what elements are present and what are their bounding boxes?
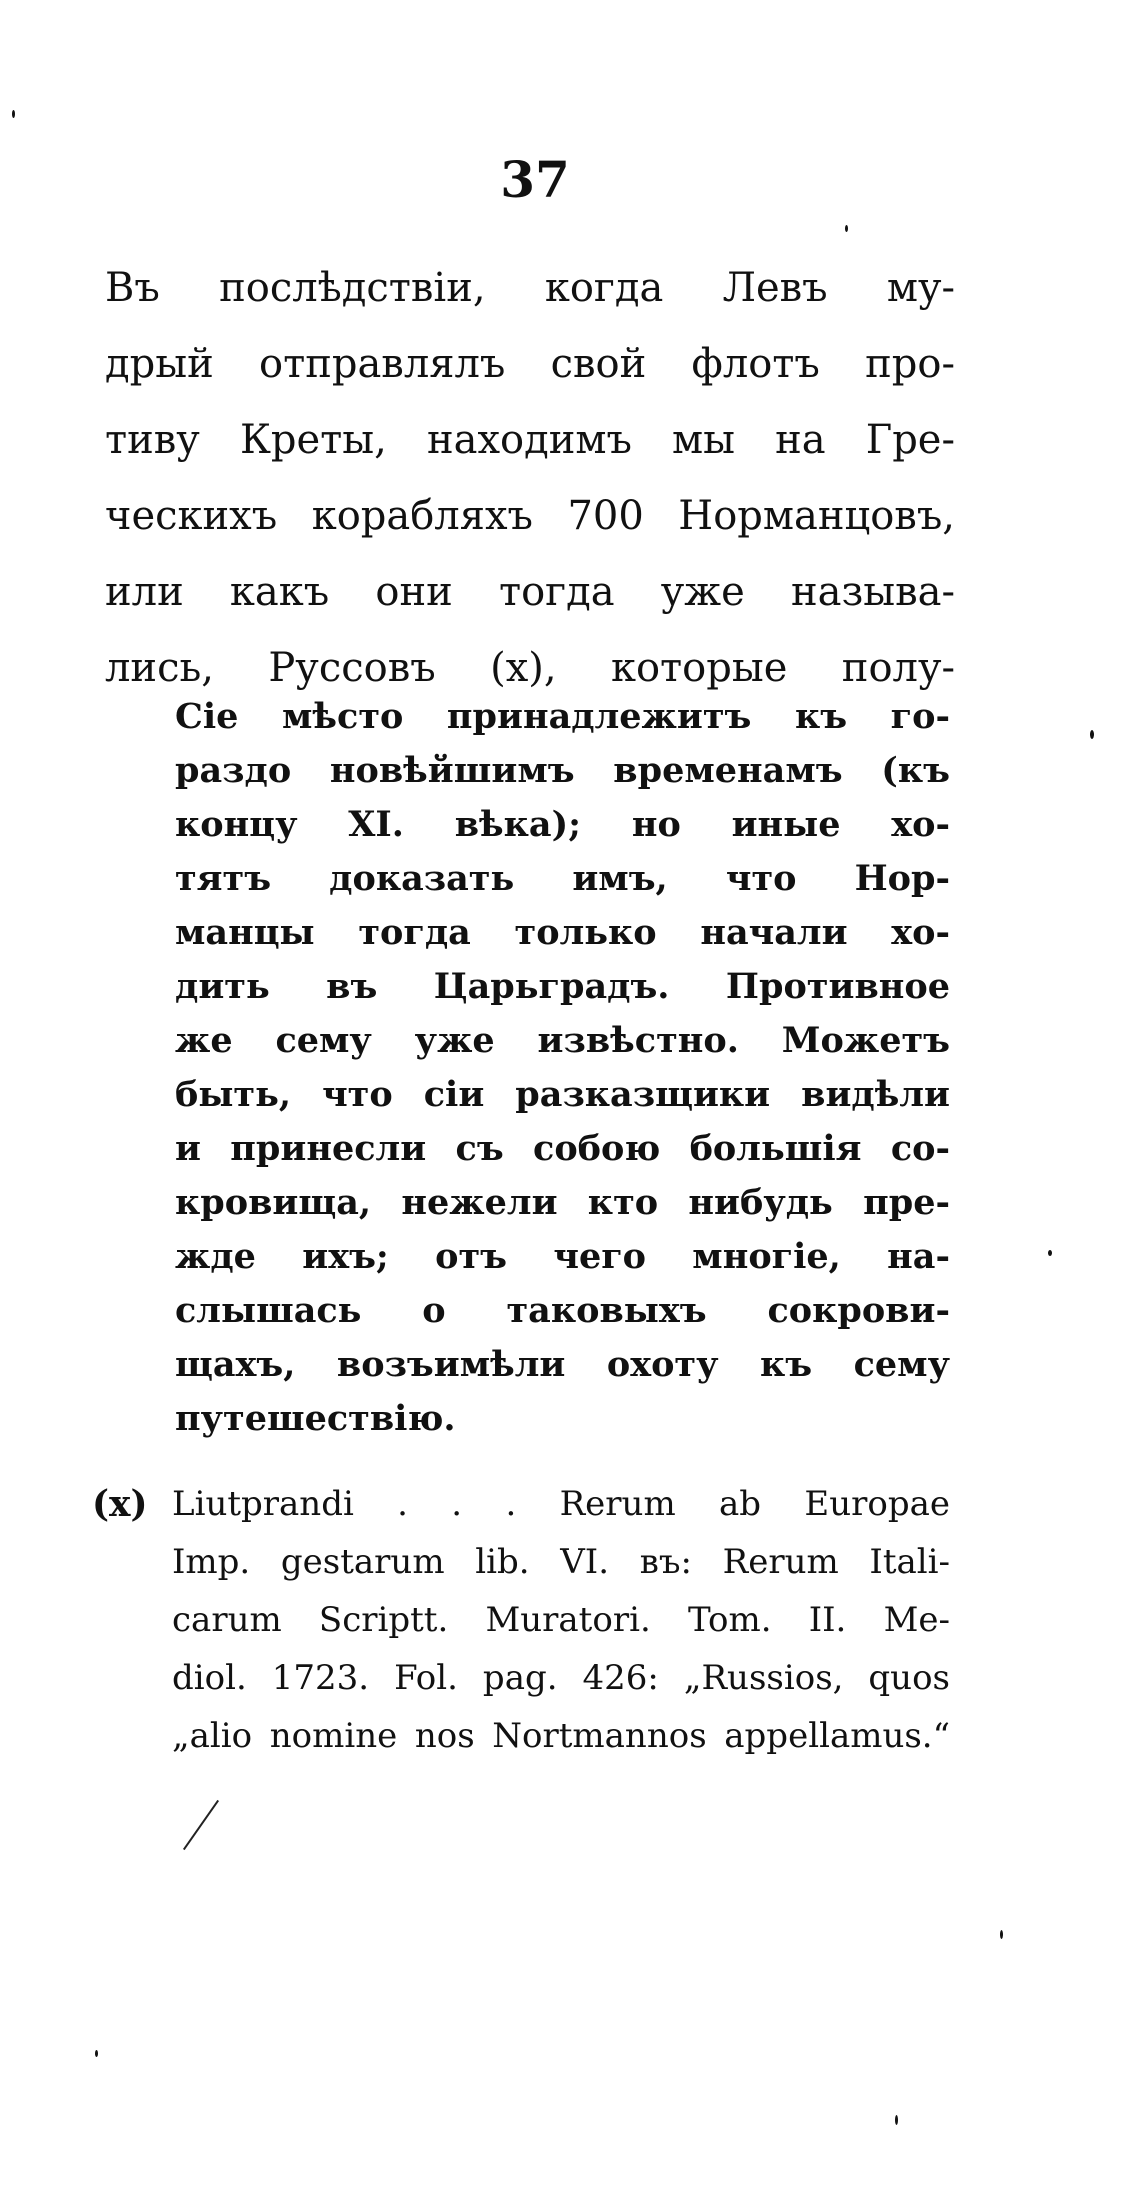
note-line: жде ихъ; отъ чего многіе, на-	[175, 1236, 950, 1277]
scan-speck	[1048, 1250, 1052, 1256]
inset-note	[175, 690, 950, 1446]
scan-speck	[12, 110, 15, 118]
footnote-line: Liutprandi . . . Rerum ab Europae	[172, 1484, 950, 1524]
scan-speck	[95, 2050, 98, 2057]
footnote-marker: (x)	[92, 1483, 148, 1525]
footnote-line: diol. 1723. Fol. pag. 426: „Russios, quos	[172, 1658, 950, 1698]
note-line: и принесли съ собою большія со-	[175, 1128, 950, 1169]
note-line: кровища, нежели кто нибудь пре-	[175, 1182, 950, 1223]
text-line: или какъ они тогда уже называ-	[105, 569, 955, 615]
pen-stroke-mark	[183, 1800, 219, 1850]
note-line: Сіе мѣсто принадлежитъ къ го-	[175, 696, 950, 737]
scan-speck	[845, 225, 848, 232]
text-line: Въ послѣдствіи, когда Левъ му-	[105, 265, 955, 311]
note-line: же сему уже извѣстно. Можетъ	[175, 1020, 950, 1061]
main-paragraph	[105, 250, 955, 706]
text-line: тиву Креты, находимъ мы на Гре-	[105, 417, 955, 463]
footnote-line: carum Scriptt. Muratori. Tom. II. Me-	[172, 1600, 950, 1640]
note-line: щахъ, возъимѣли охоту къ сему	[175, 1344, 950, 1385]
note-line: путешествію.	[175, 1398, 456, 1439]
scan-speck	[1000, 1930, 1003, 1939]
note-line: быть, что сіи разказщики видѣли	[175, 1074, 950, 1115]
note-line: тятъ доказать имъ, что Нор-	[175, 858, 950, 899]
note-line: концу XI. вѣка); но иные хо-	[175, 804, 950, 845]
scan-speck	[1090, 730, 1094, 739]
footnote-line: Imp. gestarum lib. VI. въ: Rerum Itali-	[172, 1542, 950, 1582]
note-line: раздо новѣйшимъ временамъ (къ	[175, 750, 950, 791]
note-line: слышась о таковыхъ сокрови-	[175, 1290, 950, 1331]
page-number: 37	[500, 150, 570, 209]
text-line: ческихъ корабляхъ 700 Норманцовъ,	[105, 493, 955, 539]
text-line: лись, Руссовъ (x), которые полу-	[105, 645, 955, 691]
footnote-body	[172, 1475, 950, 1765]
text-line: дрый отправлялъ свой флотъ про-	[105, 341, 955, 387]
note-line: дить въ Царьградъ. Противное	[175, 966, 950, 1007]
note-line: манцы тогда только начали хо-	[175, 912, 950, 953]
footnote-line: „alio nomine nos Nortmannos appellamus.“	[172, 1716, 950, 1756]
scan-speck	[895, 2115, 898, 2125]
